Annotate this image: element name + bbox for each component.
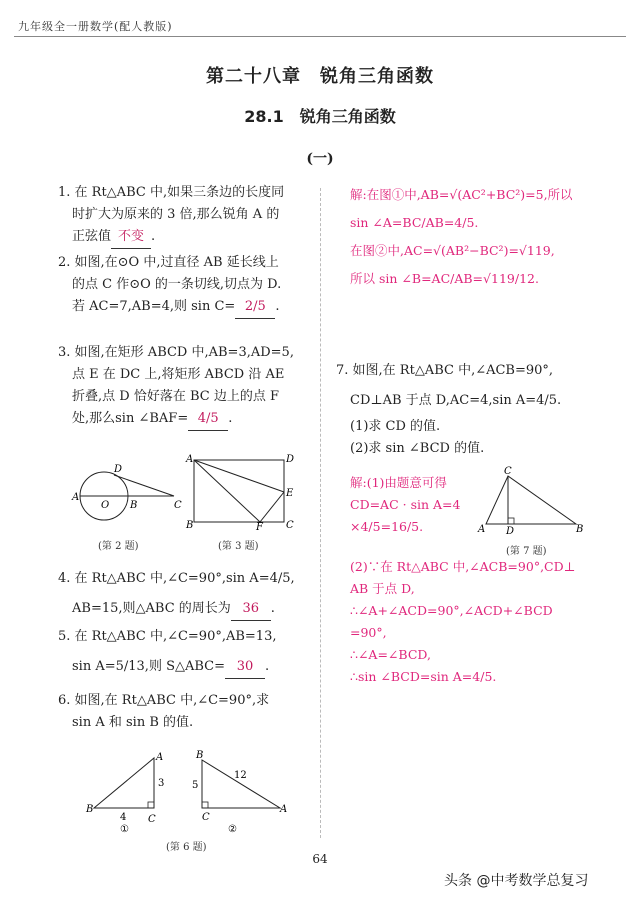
column-divider [320,188,321,838]
fold-line-ae [194,460,284,492]
label-d: D [506,526,515,537]
figure-2-caption: (第 2 题) [98,541,139,552]
label-b: B [186,520,194,530]
line-fe [260,492,284,522]
q4-line: 4. 在 Rt△ABC 中,∠C=90°,sin A=4/5, [58,571,295,586]
figure-7 [476,466,588,538]
label-c: C [174,500,182,511]
label-o: O [101,500,110,511]
header-rule [14,36,626,37]
running-header: 九年级全一册数学(配人教版) [18,20,173,33]
q2-text: 若 AC=7,AB=4,则 sin C= [72,299,236,314]
rectangle-abcd [194,460,284,522]
q3-line: 处,那么sin ∠BAF= 4/5 . [58,408,308,431]
sol7-line: CD=AC · sin A=4 [350,497,461,512]
label-a: A [72,492,80,503]
side-label: 4 [120,812,127,823]
q5-text: sin A=5/13,则 S△ABC= [72,659,225,674]
q1-answer: 不变 [111,226,151,249]
right-angle-mark [508,518,514,524]
label-f: F [256,522,263,530]
page-number: 64 [312,852,328,866]
label-e: E [286,488,294,499]
label-b: B [196,750,204,761]
figure-3 [184,452,296,530]
triangle-abc [486,476,576,524]
sol7-line: AB 于点 D, [350,581,415,596]
side-label: 3 [158,778,165,789]
q3-answer: 4/5 [188,408,228,431]
q6-line: 6. 如图,在 Rt△ABC 中,∠C=90°,求 [58,693,270,708]
side-label: 12 [234,770,247,781]
question-5 [58,626,308,679]
label-a: A [478,524,486,535]
q2-line: 2. 如图,在⊙O 中,过直径 AB 延长线上 [58,255,279,270]
label-a: A [156,752,164,763]
q2-line: 若 AC=7,AB=4,则 sin C= 2/5 . [58,296,308,319]
chapter-title: 第二十八章 锐角三角函数 [206,66,434,87]
question-4 [58,568,308,621]
tangent-line [114,475,174,496]
figure-2 [64,462,184,522]
q3-text: 处,那么sin ∠BAF= [72,411,189,426]
label-b: B [86,804,94,815]
label-c: C [148,814,156,825]
line-af [194,460,260,522]
q2-line: 的点 C 作⊙O 的一条切线,切点为 D. [72,277,282,292]
q1-line: 时扩大为原来的 3 倍,那么锐角 A 的 [72,207,280,222]
label-d: D [286,454,295,465]
figure-3-caption: (第 3 题) [218,541,259,552]
right-angle-mark [202,802,208,808]
question-2 [58,252,308,319]
solution-7-part2 [350,556,620,688]
sol7-line: ×4/5=16/5. [350,519,424,534]
label-c: C [504,466,512,477]
sol6-line: 解:在图①中,AB=√(AC²+BC²)=5,所以 [350,187,573,202]
figure-7-caption: (第 7 题) [506,546,547,557]
triangle-2 [202,760,280,808]
question-6 [58,690,308,734]
q4-line: AB=15,则△ABC 的周长为 36 . [58,598,308,621]
figure-number: ① [120,824,129,834]
question-3 [58,342,308,431]
q7-line: CD⊥AB 于点 D,AC=4,sin A=4/5. [350,393,562,408]
q7-line: (1)求 CD 的值. [350,419,441,434]
side-label: 5 [192,780,199,791]
sol7-line: 解:(1)由题意可得 [350,475,447,490]
q6-line: sin A 和 sin B 的值. [72,715,194,730]
q5-line: sin A=5/13,则 S△ABC= 30 . [58,656,308,679]
label-c: C [286,520,294,530]
q2-answer: 2/5 [235,296,275,319]
figure-6-caption: (第 6 题) [166,842,207,853]
q4-answer: 36 [231,598,271,621]
sol7-line: =90°, [350,625,387,640]
label-a: A [280,804,288,815]
label-b: B [576,524,584,535]
solution-7-part1 [350,472,480,538]
q1-line: 1. 在 Rt△ABC 中,如果三条边的长度同 [58,185,285,200]
q5-line: 5. 在 Rt△ABC 中,∠C=90°,AB=13, [58,629,277,644]
label-a: A [186,454,194,465]
q4-text: AB=15,则△ABC 的周长为 [72,601,231,616]
sol6-line: 所以 sin ∠B=AC/AB=√119/12. [350,271,539,286]
solution-6 [350,184,620,290]
sol7-line: (2)∵在 Rt△ABC 中,∠ACB=90°,CD⊥ [350,559,576,574]
q1-text: 正弦值 [72,229,112,244]
label-b: B [130,500,138,511]
q1-line: 正弦值 不变 . [58,226,308,249]
subsection-title: (一) [306,151,334,167]
q3-line: 点 E 在 DC 上,将矩形 ABCD 沿 AE [72,367,285,382]
q5-answer: 30 [225,656,265,679]
q3-line: 折叠,点 D 恰好落在 BC 边上的点 F [72,389,279,404]
right-angle-mark [148,802,154,808]
figure-number: ② [228,824,237,834]
sol7-line: ∴sin ∠BCD=sin A=4/5. [350,669,497,684]
section-title: 28.1 锐角三角函数 [244,107,396,126]
q7-line: (2)求 sin ∠BCD 的值. [350,441,485,456]
sol7-line: ∴∠A=∠BCD, [350,647,431,662]
label-c: C [202,812,210,823]
sol6-line: sin ∠A=BC/AB=4/5. [350,215,479,230]
question-7 [336,360,616,460]
source-watermark: 头条 @中考数学总复习 [444,873,589,889]
triangle-1 [94,758,154,808]
figure-6 [84,750,294,834]
sol7-line: ∴∠A+∠ACD=90°,∠ACD+∠BCD [350,603,553,618]
label-d: D [114,464,123,475]
q3-line: 3. 如图,在矩形 ABCD 中,AB=3,AD=5, [58,345,294,360]
question-1 [58,182,308,249]
q7-line: 7. 如图,在 Rt△ABC 中,∠ACB=90°, [336,363,554,378]
sol6-line: 在图②中,AC=√(AB²−BC²)=√119, [350,243,555,258]
